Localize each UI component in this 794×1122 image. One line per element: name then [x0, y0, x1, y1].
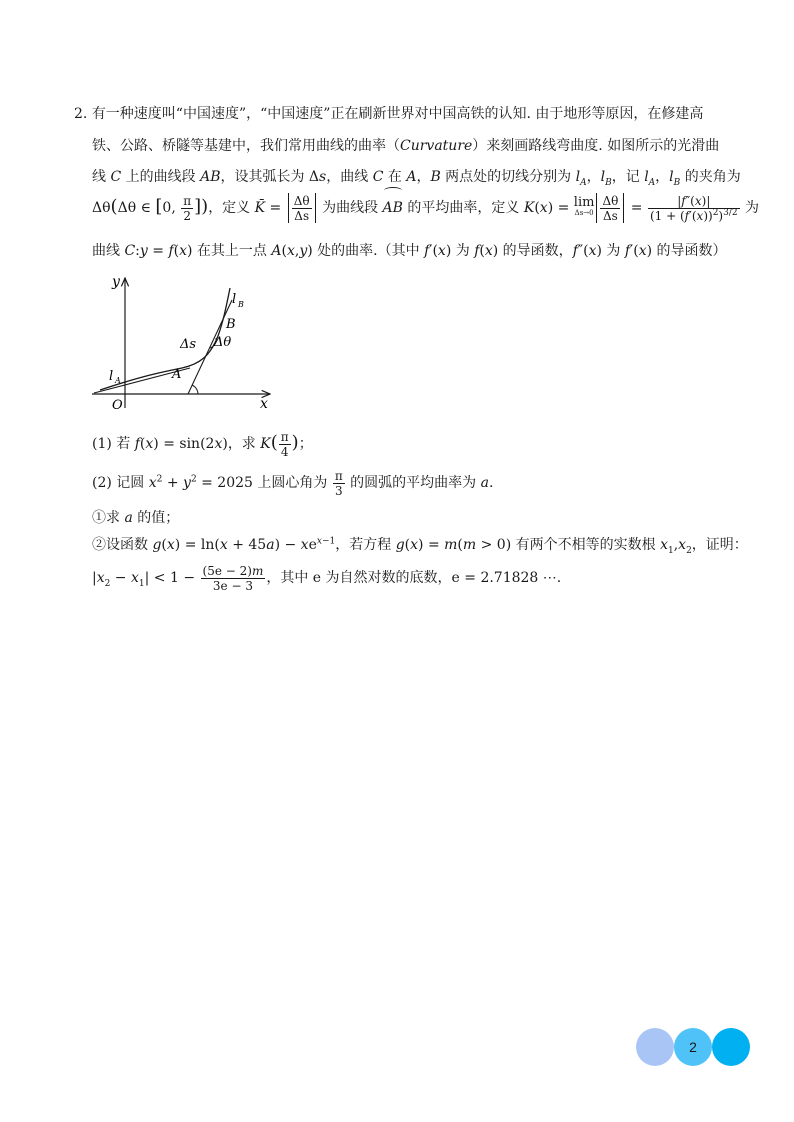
label-b: B	[226, 317, 236, 332]
footer-dot-middle	[674, 1028, 712, 1066]
sub-2: ②设函数 $g(x) = \ln(x + 45a) - xe^{x-1}$，若方程 g(x) = m(m > 0) 有两个不相等的实数根 $x_1,x_2$，证明：	[92, 536, 748, 556]
label-y: y	[112, 274, 120, 290]
problem-number: 2.	[74, 106, 88, 122]
sub-2-inequality: $|x_2 - x_1| < 1$ − $\frac{(5e - 2)m}{3e - 3}$ ，其中 e 为自然对数的底数，e = 2.71828 ⋯.	[92, 563, 562, 593]
problem-line-1: 2. 有一种速度叫“中国速度”，“中国速度”正在刷新世界对中国高铁的认知. 由于地形等原因，在修建高	[74, 106, 704, 122]
footer-dot-right	[712, 1028, 750, 1066]
label-lb-sub: B	[238, 300, 244, 309]
problem-line-5: 曲线 C:y = f(x) 在其上一点 A(x,y) 处的曲率.（其中 f′(x) 为 f(x) 的导函数，f″(x) 为 f′(x) 的导函数）	[92, 243, 727, 259]
problem-line-3: 线 C 上的曲线段 AB，设其弧长为 Δs，曲线 C 在 A，B 两点处的切线分别为 $l_A$，$l_B$，记 $l_A$，$l_B$ 的夹角为	[92, 169, 741, 188]
label-x: x	[260, 396, 268, 412]
part-1: (1) 若 f(x) = sin(2x)，求 K( $\frac{\pi}{4}$ )；	[92, 429, 313, 459]
label-a: A	[172, 367, 182, 382]
page-number: 2	[689, 1039, 697, 1055]
label-lb: l	[232, 292, 237, 307]
label-origin: O	[112, 398, 123, 413]
problem-line-2: 铁、公路、桥隧等基建中，我们常用曲线的曲率（Curvature）来刻画路线弯曲度. 如图所示的光滑曲	[92, 138, 720, 154]
angle-mark	[192, 385, 198, 394]
problem-line-4: Δθ(Δθ ∈ [0, $\frac{\pi}{2}$ ])，定义 K̄ = $\frac{\Delta\theta}{\Delta s}$ 为曲线段 AB 的平均曲率，定义 K(x) = lim Δs→0 $\frac{\Delta\theta}{\Delta s}$ = $\frac{|f''(x)|}{(1 + (f'(x))^2)^{3/2}}$ 为	[92, 190, 759, 230]
footer-dot-left	[636, 1028, 674, 1066]
curvature-figure	[92, 272, 282, 414]
sub-1: ①求 a 的值；	[92, 510, 180, 526]
label-la-sub: A	[115, 376, 121, 385]
part-2: (2) 记圆 $x^2 + y^2 = 2025$ 上圆心角为 $\frac{\pi}{3}$ 的圆弧的平均曲率为 a.	[92, 468, 494, 498]
label-la: l	[109, 369, 114, 384]
label-dtheta: Δθ	[214, 335, 232, 350]
label-ds: Δs	[180, 337, 197, 352]
page-number-badge	[636, 1028, 752, 1068]
